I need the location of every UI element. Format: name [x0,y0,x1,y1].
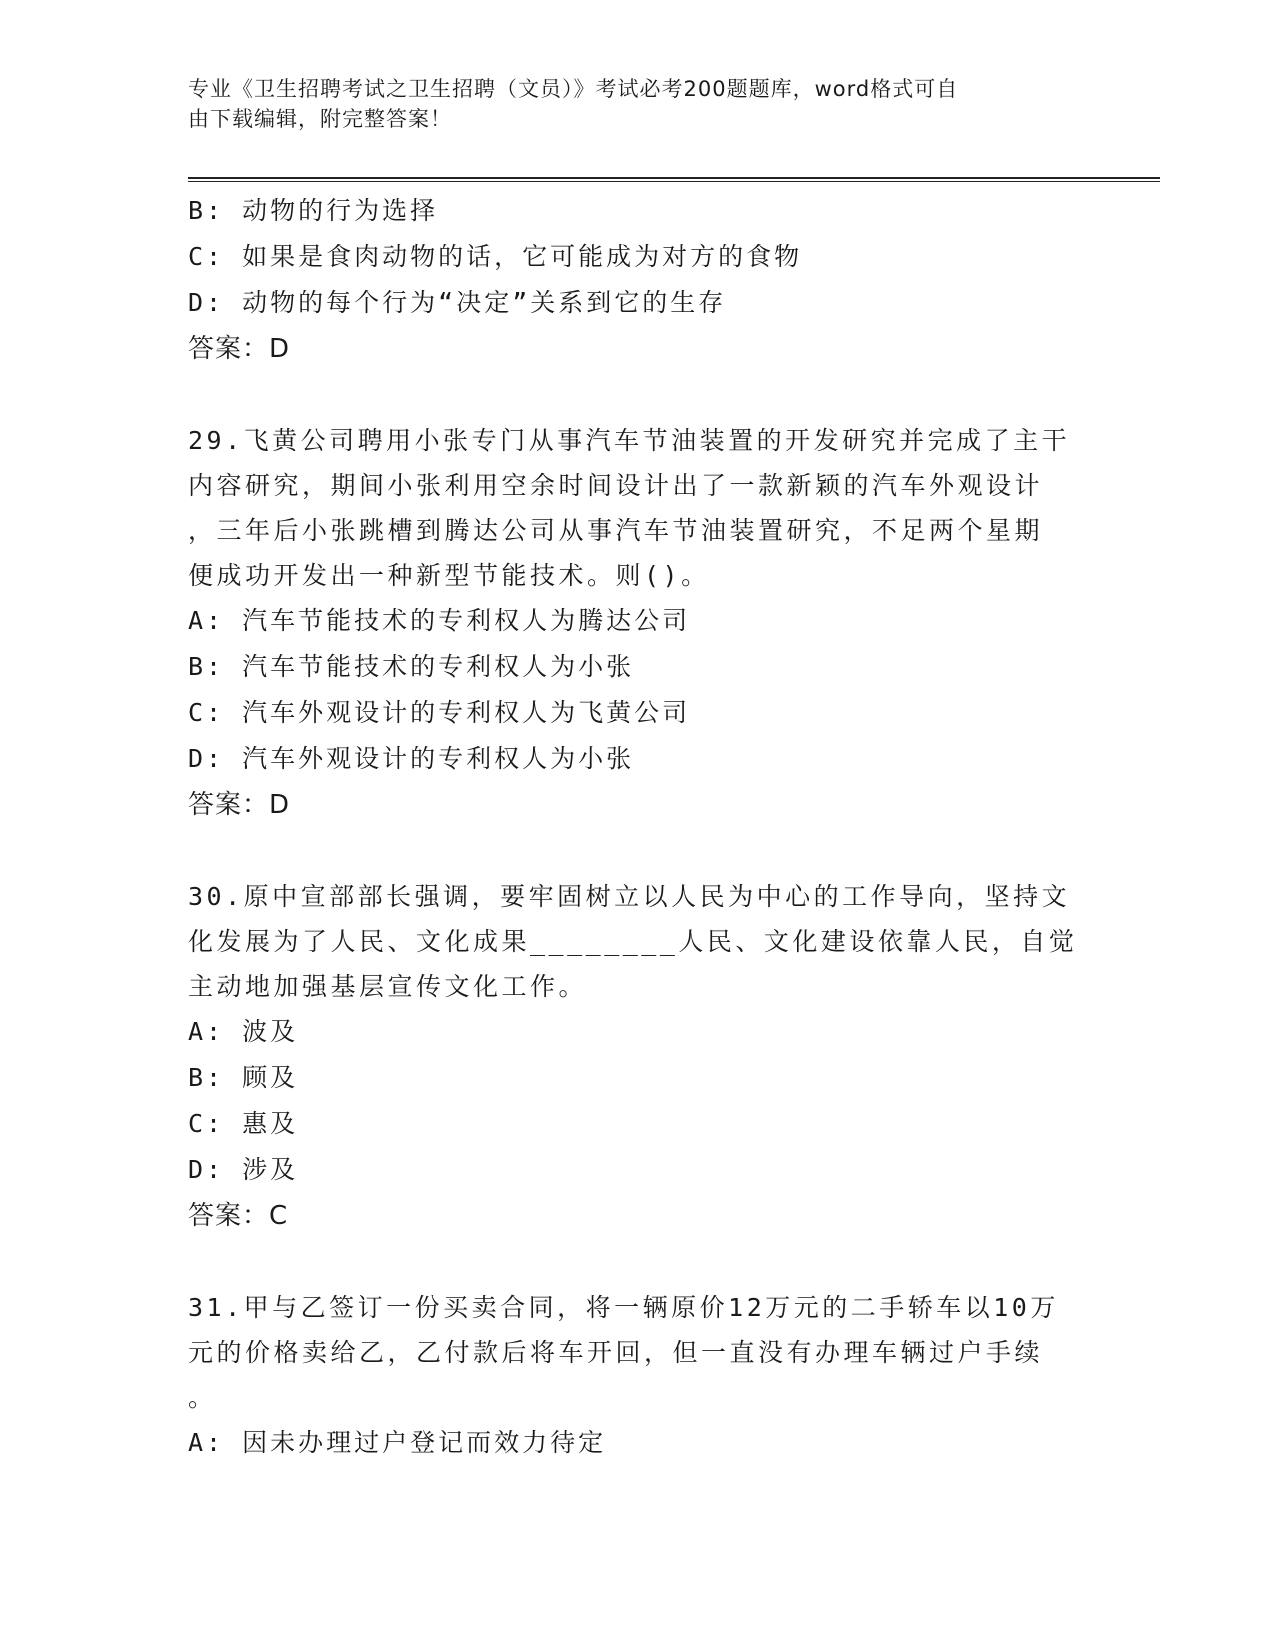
option-c: C: 如果是食肉动物的话，它可能成为对方的食物 [188,242,803,271]
answer-line: 答案：D [188,790,291,820]
stem-line: 便成功开发出一种新型节能技术。则()。 [188,561,710,590]
stem-line: 元的价格卖给乙，乙付款后将车开回，但一直没有办理车辆过户手续 [188,1338,1044,1367]
header-line-2: 由下载编辑，附完整答案！ [188,107,452,131]
stem-line: 29.飞黄公司聘用小张专门从事汽车节油装置的开发研究并完成了主干 [188,426,1071,455]
spacer [188,828,1088,874]
option-b: B: 顾及 [188,1063,299,1092]
answer-line: 答案：C [188,1201,289,1231]
option-c: C: 汽车外观设计的专利权人为飞黄公司 [188,698,691,727]
stem-line: 。 [188,1383,217,1412]
stem-line: 30.原中宣部部长强调，要牢固树立以人民为中心的工作导向，坚持文 [188,882,1071,911]
option-b: B: 汽车节能技术的专利权人为小张 [188,652,635,681]
document-header [188,74,1068,134]
option-a: A: 因未办理过户登记而效力待定 [188,1428,607,1457]
option-d: D: 汽车外观设计的专利权人为小张 [188,744,635,773]
answer-line: 答案：D [188,334,291,364]
question-31 [188,1285,1088,1466]
option-d: D: 动物的每个行为“决定”关系到它的生存 [188,288,727,317]
option-b: B: 动物的行为选择 [188,196,439,225]
question-30 [188,874,1088,1239]
header-line-1: 专业《卫生招聘考试之卫生招聘（文员）》考试必考200题题库，word格式可自 [188,77,959,101]
question-29 [188,418,1088,828]
question-list [188,188,1088,1466]
question-stem [188,1285,1088,1420]
option-a: A: 波及 [188,1017,299,1046]
option-c: C: 惠及 [188,1109,299,1138]
stem-line: 化发展为了人民、文化成果________人民、文化建设依靠人民，自觉 [188,927,1078,956]
stem-line: 31.甲与乙签订一份买卖合同，将一辆原价12万元的二手轿车以10万 [188,1293,1059,1322]
question-stem [188,874,1088,1009]
question-stem [188,418,1088,598]
spacer [188,1239,1088,1285]
spacer [188,372,1088,418]
stem-line: 内容研究，期间小张利用空余时间设计出了一款新颖的汽车外观设计 [188,471,1044,500]
option-d: D: 涉及 [188,1155,299,1184]
option-a: A: 汽车节能技术的专利权人为腾达公司 [188,606,691,635]
header-divider [188,177,1160,182]
stem-line: ，三年后小张跳槽到腾达公司从事汽车节油装置研究，不足两个星期 [188,516,1044,545]
stem-line: 主动地加强基层宣传文化工作。 [188,972,588,1001]
question-28-tail [188,188,1088,372]
